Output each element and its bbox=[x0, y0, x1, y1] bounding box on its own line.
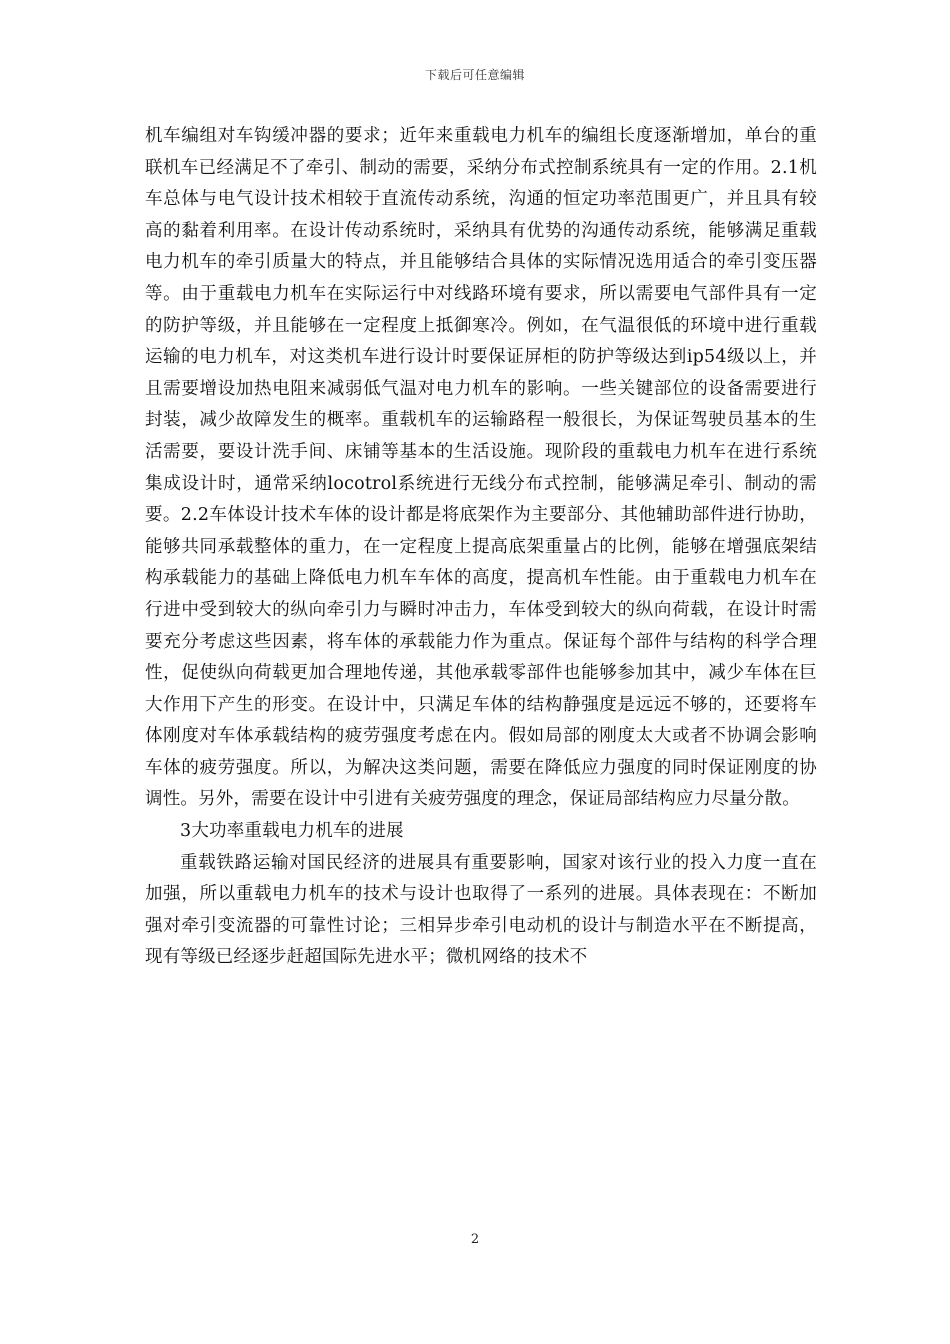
document-body bbox=[145, 121, 817, 974]
paragraph-body-continuation: 机车编组对车钩缓冲器的要求；近年来重载电力机车的编组长度逐渐增加，单台的重联机车已经满足不了牵引、制动的需要，采纳分布式控制系统具有一定的作用。2.1机车总体与电气设计技术相较于直流传动系统，沟通的恒定功率范围更广，并且具有较高的黏着利用率。在设计传动系统时，采纳具有优势的沟通传动系统，能够满足重载电力机车的牵引质量大的特点，并且能够结合具体的实际情况选用适合的牵引变压器等。由于重载电力机车在实际运行中对线路环境有要求，所以需要电气部件具有一定的防护等级，并且能够在一定程度上抵御寒冷。例如，在气温很低的环境中进行重载运输的电力机车，对这类机车进行设计时要保证屏柜的防护等级达到ip54级以上，并且需要增设加热电阻来减弱低气温对电力机车的影响。一些关键部位的设备需要进行封装，减少故障发生的概率。重载机车的运输路程一般很长，为保证驾驶员基本的生活需要，要设计洗手间、床铺等基本的生活设施。现阶段的重载电力机车在进行系统集成设计时，通常采纳locotrol系统进行无线分布式控制，能够满足牵引、制动的需要。2.2车体设计技术车体的设计都是将底架作为主要部分、其他辅助部件进行协助，能够共同承载整体的重力，在一定程度上提高底架重量占的比例，能够在增强底架结构承载能力的基础上降低电力机车车体的高度，提高机车性能。由于重载电力机车在行进中受到较大的纵向牵引力与瞬时冲击力，车体受到较大的纵向荷载，在设计时需要充分考虑这些因素，将车体的承载能力作为重点。保证每个部件与结构的科学合理性，促使纵向荷载更加合理地传递，其他承载零部件也能够参加其中，减少车体在巨大作用下产生的形变。在设计中，只满足车体的结构静强度是远远不够的，还要将车体刚度对车体承载结构的疲劳强度考虑在内。假如局部的刚度太大或者不协调会影响车体的疲劳强度。所以，为解决这类问题，需要在降低应力强度的同时保证刚度的协调性。另外，需要在设计中引进有关疲劳强度的理念，保证局部结构应力尽量分散。 bbox=[145, 126, 817, 810]
paragraph-section-3: 重载铁路运输对国民经济的进展具有重要影响，国家对该行业的投入力度一直在加强，所以重载电力机车的技术与设计也取得了一系列的进展。具体表现在：不断加强对牵引变流器的可靠性讨论；三相异步牵引电动机的设计与制造水平在不断提高，现有等级已经逐步赶超国际先进水平；微机网络的技术不 bbox=[145, 852, 817, 968]
section-heading: 3大功率重载电力机车的进展 bbox=[180, 821, 404, 842]
page-header: 下载后可任意编辑 bbox=[424, 68, 525, 82]
page-number: 2 bbox=[470, 1232, 480, 1247]
